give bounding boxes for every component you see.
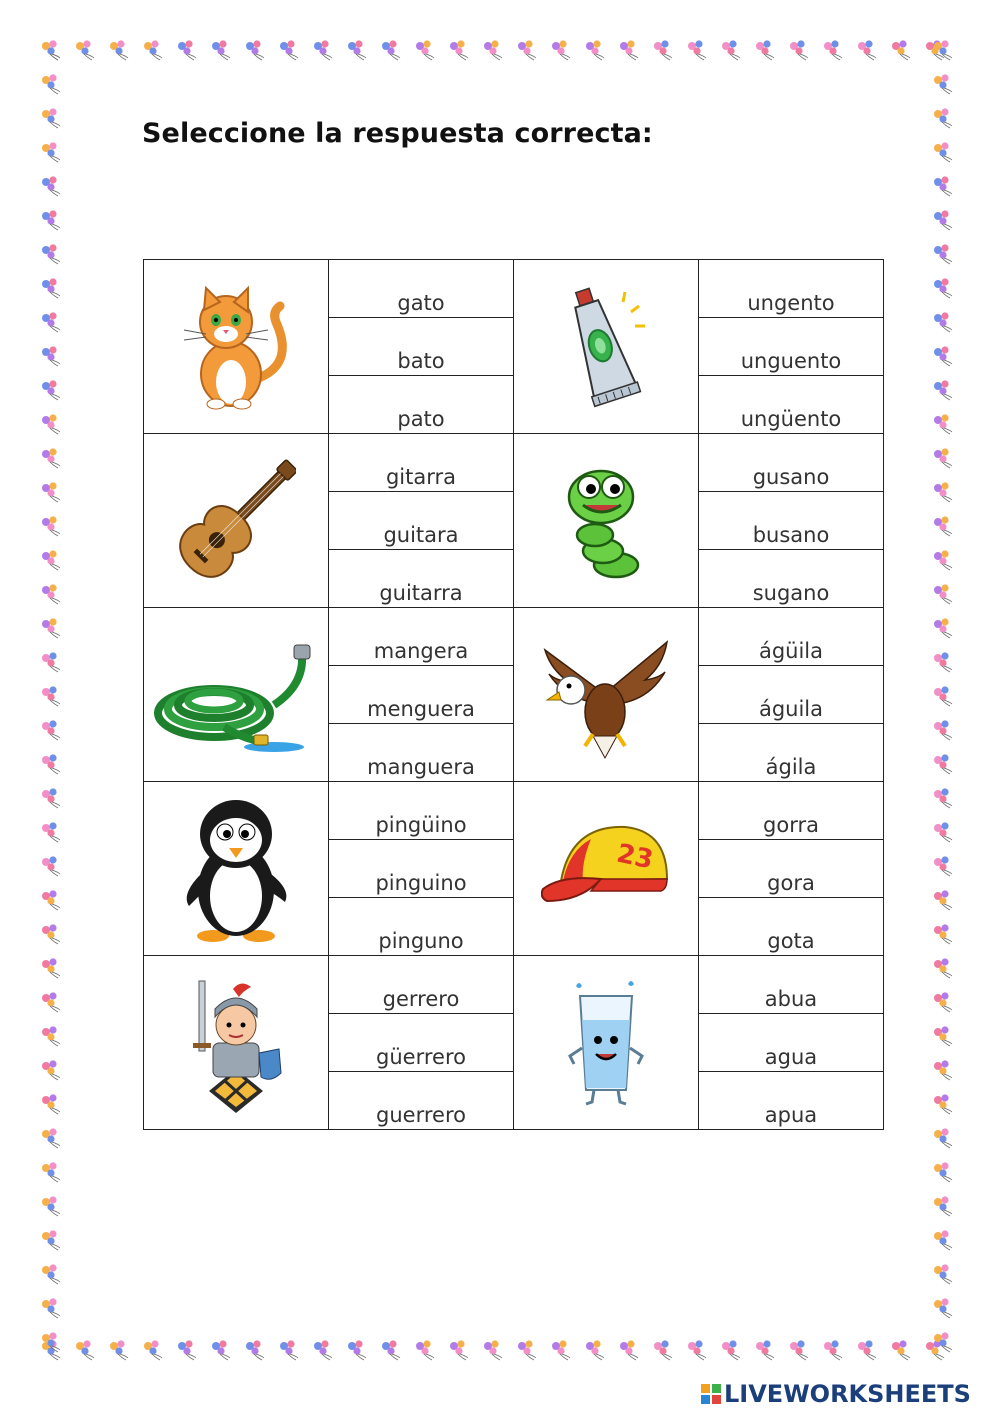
answer-option-label: guerrero (376, 1103, 466, 1127)
answer-option-label: pato (397, 407, 445, 431)
picture-cell (514, 434, 699, 608)
answer-option-label: pinguno (378, 929, 464, 953)
exercise-table (143, 259, 884, 1130)
answer-option[interactable] (699, 1072, 884, 1130)
answer-option[interactable] (329, 724, 514, 782)
balloon-border-left (38, 38, 66, 1366)
answer-option[interactable] (699, 956, 884, 1014)
answer-option-label: menguera (367, 697, 475, 721)
picture-cell (144, 608, 329, 782)
cat-icon (144, 261, 328, 433)
worm-icon (514, 435, 698, 607)
penguin-icon (144, 783, 328, 955)
answer-option-label: ungento (747, 291, 835, 315)
answer-option-label: ungüento (740, 407, 842, 431)
answer-option[interactable] (329, 840, 514, 898)
answer-option-label: gorra (763, 813, 819, 837)
eagle-icon (514, 609, 698, 781)
answer-option[interactable] (699, 376, 884, 434)
answer-option-label: águila (758, 697, 824, 721)
answer-option-label: sugano (752, 581, 830, 605)
answer-option[interactable] (329, 434, 514, 492)
picture-cell (144, 782, 329, 956)
answer-option-label: bato (397, 349, 445, 373)
footer-brand: LIVEWORKSHEETS (724, 1380, 971, 1408)
picture-cell (514, 956, 699, 1130)
answer-option[interactable] (699, 608, 884, 666)
picture-cell (514, 782, 699, 956)
answer-option[interactable] (699, 782, 884, 840)
guitar-icon (144, 435, 328, 607)
answer-option[interactable] (699, 492, 884, 550)
answer-option[interactable] (329, 550, 514, 608)
answer-option[interactable] (329, 260, 514, 318)
answer-option[interactable] (699, 666, 884, 724)
answer-option-label: gora (767, 871, 815, 895)
balloon-border-right (930, 38, 958, 1366)
answer-option-label: abua (764, 987, 818, 1011)
cap-number: 23 (614, 838, 656, 876)
answer-option[interactable] (699, 434, 884, 492)
answer-option-label: guitarra (379, 581, 463, 605)
hose-icon (144, 609, 328, 781)
table-row (144, 608, 884, 666)
table-row (144, 434, 884, 492)
answer-option[interactable] (329, 376, 514, 434)
ointment-tube-icon (514, 261, 698, 433)
answer-option-label: ágüila (758, 639, 824, 663)
balloon-border-bottom (38, 1338, 960, 1366)
answer-option[interactable] (329, 666, 514, 724)
answer-option[interactable] (699, 318, 884, 376)
picture-cell (514, 260, 699, 434)
answer-option[interactable] (699, 260, 884, 318)
answer-option-label: gitarra (385, 465, 457, 489)
answer-option-label: gusano (752, 465, 830, 489)
answer-option-label: gato (397, 291, 445, 315)
answer-option[interactable] (329, 318, 514, 376)
answer-option[interactable] (329, 1014, 514, 1072)
picture-cell (514, 608, 699, 782)
answer-option-label: unguento (740, 349, 842, 373)
balloon-border-top (38, 38, 960, 66)
answer-option[interactable] (329, 608, 514, 666)
picture-cell (144, 260, 329, 434)
answer-option-label: güerrero (376, 1045, 466, 1069)
page-title: Seleccione la respuesta correcta: (142, 118, 653, 149)
answer-option-label: mangera (373, 639, 469, 663)
answer-option-label: apua (764, 1103, 818, 1127)
answer-option-label: pingüino (375, 813, 467, 837)
answer-option-label: agua (764, 1045, 818, 1069)
water-glass-icon (514, 957, 698, 1129)
liveworksheets-logo-icon (700, 1382, 722, 1406)
answer-option[interactable] (329, 956, 514, 1014)
table-row (144, 956, 884, 1014)
answer-option[interactable] (699, 550, 884, 608)
warrior-icon (144, 957, 328, 1129)
answer-option-label: ágila (765, 755, 817, 779)
answer-option-label: gota (767, 929, 815, 953)
answer-option-label: busano (752, 523, 830, 547)
table-row (144, 782, 884, 840)
picture-cell (144, 434, 329, 608)
answer-option[interactable] (699, 724, 884, 782)
footer-logo (700, 1378, 971, 1410)
answer-option-label: pinguino (375, 871, 467, 895)
answer-option[interactable] (329, 782, 514, 840)
answer-option-label: manguera (367, 755, 475, 779)
answer-option[interactable] (329, 492, 514, 550)
answer-option-label: guitara (383, 523, 459, 547)
answer-option[interactable] (699, 840, 884, 898)
answer-option[interactable] (699, 1014, 884, 1072)
cap-icon (514, 783, 698, 955)
answer-option[interactable] (329, 898, 514, 956)
picture-cell (144, 956, 329, 1130)
table-row (144, 260, 884, 318)
answer-option[interactable] (329, 1072, 514, 1130)
answer-option[interactable] (699, 898, 884, 956)
answer-option-label: gerrero (382, 987, 460, 1011)
